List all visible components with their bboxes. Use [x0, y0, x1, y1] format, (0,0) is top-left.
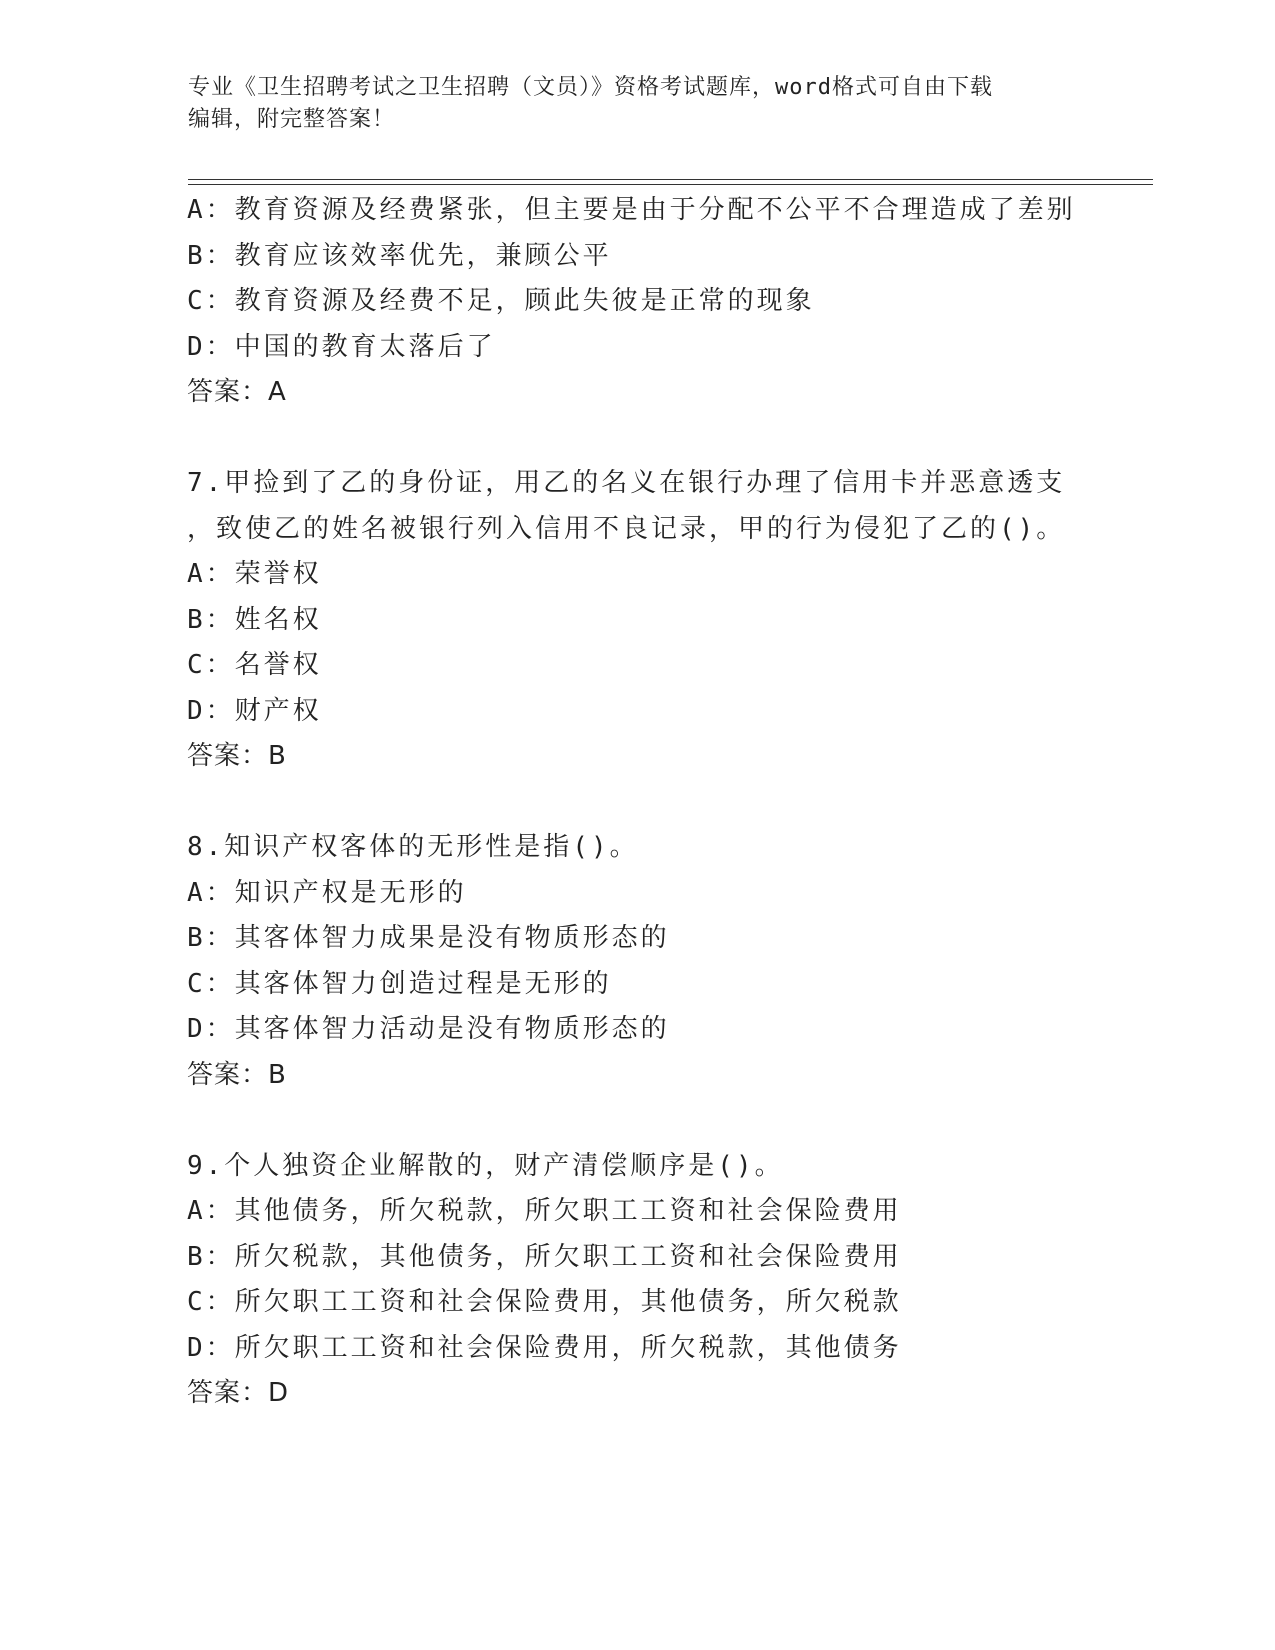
option-c: C：教育资源及经费不足，顾此失彼是正常的现象 [187, 286, 815, 316]
option-b: B：教育应该效率优先，兼顾公平 [187, 240, 612, 271]
question-stem: ，致使乙的姓名被银行列入信用不良记录，甲的行为侵犯了乙的()。 [187, 513, 1066, 544]
answer-line: 答案：D [187, 1378, 290, 1408]
answer-line: 答案：A [187, 377, 287, 407]
option-c: C：名誉权 [187, 650, 322, 680]
header-divider-bottom [188, 184, 1153, 185]
question-stem: 8.知识产权客体的无形性是指()。 [187, 832, 639, 862]
answer-line: 答案：B [187, 1059, 287, 1090]
option-c: C：所欠职工工资和社会保险费用，其他债务，所欠税款 [187, 1287, 902, 1317]
option-a: A：荣誉权 [187, 559, 322, 589]
header-line-1: 专业《卫生招聘考试之卫生招聘（文员）》资格考试题库，word格式可自由下载 [188, 75, 993, 100]
option-a: A：其他债务，所欠税款，所欠职工工资和社会保险费用 [187, 1196, 902, 1226]
option-d: D：中国的教育太落后了 [187, 331, 496, 362]
spacer [187, 780, 1167, 826]
spacer [187, 416, 1167, 462]
question-7 [187, 461, 1167, 780]
option-b: B：姓名权 [187, 604, 322, 635]
option-a: A：知识产权是无形的 [187, 877, 467, 908]
header-divider-top [188, 179, 1153, 180]
option-d: D：其客体智力活动是没有物质形态的 [187, 1014, 670, 1044]
spacer [187, 1098, 1167, 1144]
option-a: A：教育资源及经费紧张，但主要是由于分配不公平不合理造成了差别 [187, 195, 1076, 225]
question-stem: 9.个人独资企业解散的，财产清偿顺序是()。 [187, 1150, 784, 1181]
question-9 [187, 1144, 1167, 1417]
option-b: B：其客体智力成果是没有物质形态的 [187, 923, 670, 953]
option-d: D：财产权 [187, 695, 322, 726]
document-header [188, 72, 1068, 136]
question-6 [187, 188, 1167, 416]
header-line-2: 编辑，附完整答案！ [188, 107, 396, 132]
option-b: B：所欠税款，其他债务，所欠职工工资和社会保险费用 [187, 1241, 902, 1272]
question-stem: 7.甲捡到了乙的身份证，用乙的名义在银行办理了信用卡并恶意透支 [187, 468, 1066, 498]
question-content [187, 188, 1167, 1417]
answer-line: 答案：B [187, 741, 287, 771]
question-8 [187, 825, 1167, 1098]
option-c: C：其客体智力创造过程是无形的 [187, 968, 612, 999]
option-d: D：所欠职工工资和社会保险费用，所欠税款，其他债务 [187, 1332, 902, 1363]
